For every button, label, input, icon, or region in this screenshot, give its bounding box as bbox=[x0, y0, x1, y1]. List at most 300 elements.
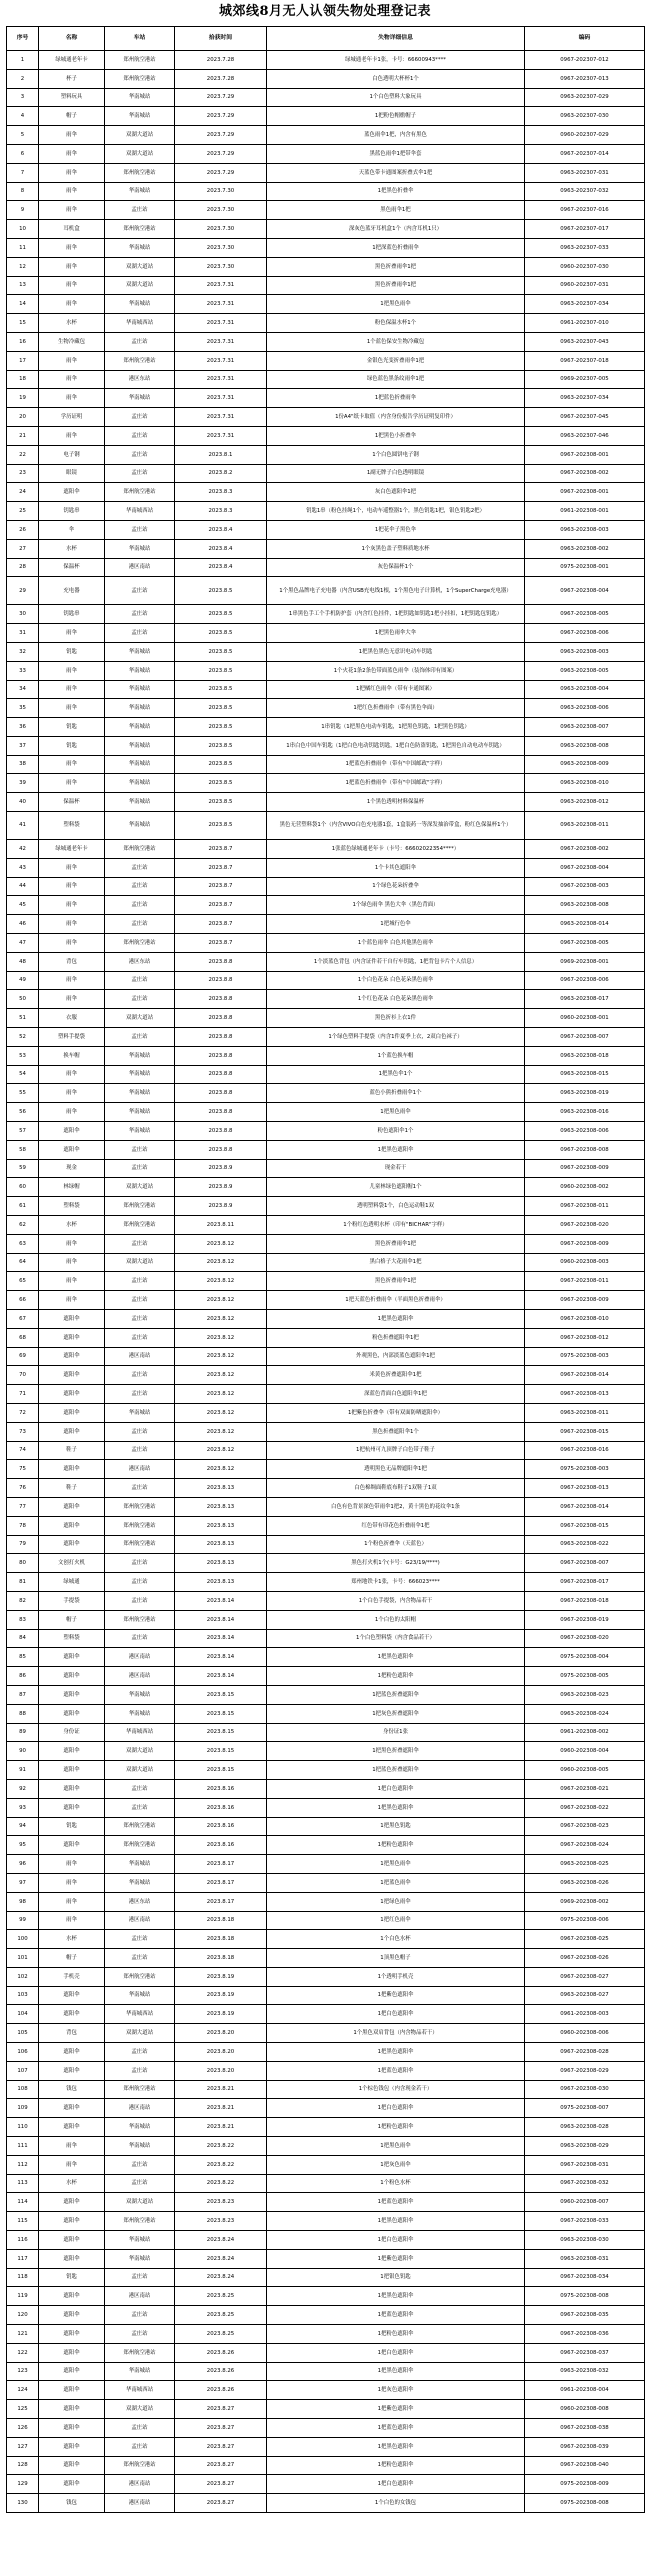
cell-no: 55 bbox=[7, 1084, 39, 1103]
cell-station: 孟庄站 bbox=[105, 1234, 175, 1253]
cell-desc: 1把黑色小折叠伞 bbox=[267, 426, 525, 445]
cell-station: 郑州航空港站 bbox=[105, 1516, 175, 1535]
cell-name: 眼镜 bbox=[39, 464, 105, 483]
cell-station: 双湖大道站 bbox=[105, 2400, 175, 2419]
table-row bbox=[7, 990, 645, 1009]
cell-date: 2023.8.17 bbox=[175, 1855, 267, 1874]
cell-date: 2023.8.14 bbox=[175, 1610, 267, 1629]
cell-name: 钥匙 bbox=[39, 736, 105, 755]
cell-desc: 灰色保温杯1个 bbox=[267, 558, 525, 577]
cell-name: 雨伞 bbox=[39, 1253, 105, 1272]
cell-date: 2023.8.24 bbox=[175, 2231, 267, 2250]
cell-name: 现金 bbox=[39, 1159, 105, 1178]
cell-code: 0967-202308-004 bbox=[525, 858, 645, 877]
table-header bbox=[7, 27, 645, 51]
cell-date: 2023.8.5 bbox=[175, 680, 267, 699]
cell-desc: 1把粉色遮阳伞 bbox=[267, 2118, 525, 2137]
cell-desc: 1把黑色雨伞 bbox=[267, 295, 525, 314]
cell-name: 遮阳伞 bbox=[39, 2362, 105, 2381]
table-row bbox=[7, 1648, 645, 1667]
cell-name: 钥匙 bbox=[39, 642, 105, 661]
cell-code: 0967-202308-011 bbox=[525, 1197, 645, 1216]
table-row bbox=[7, 858, 645, 877]
cell-date: 2023.8.5 bbox=[175, 661, 267, 680]
header-no: 序号 bbox=[7, 27, 39, 51]
cell-no: 19 bbox=[7, 389, 39, 408]
cell-station: 华南城站 bbox=[105, 1403, 175, 1422]
cell-name: 帽子 bbox=[39, 1610, 105, 1629]
cell-code: 0963-202308-026 bbox=[525, 1873, 645, 1892]
cell-desc: 1把绿色雨伞 bbox=[267, 1892, 525, 1911]
table-row bbox=[7, 2231, 645, 2250]
cell-desc: 1把白色遮阳伞 bbox=[267, 2475, 525, 2494]
table-row bbox=[7, 1460, 645, 1479]
table-row bbox=[7, 774, 645, 793]
cell-station: 港区南站 bbox=[105, 2287, 175, 2306]
cell-code: 0975-202308-001 bbox=[525, 558, 645, 577]
cell-name: 雨伞 bbox=[39, 201, 105, 220]
cell-desc: 1个绿色塑料手提袋（内含1件夏季上衣，2双白色袜子） bbox=[267, 1028, 525, 1047]
cell-name: 衣服 bbox=[39, 1009, 105, 1028]
cell-desc: 1把城行色伞 bbox=[267, 915, 525, 934]
cell-no: 106 bbox=[7, 2043, 39, 2062]
cell-code: 0963-202308-030 bbox=[525, 2231, 645, 2250]
cell-no: 29 bbox=[7, 577, 39, 605]
cell-station: 双湖大道站 bbox=[105, 144, 175, 163]
cell-no: 8 bbox=[7, 182, 39, 201]
cell-code: 0963-202307-034 bbox=[525, 295, 645, 314]
cell-name: 雨伞 bbox=[39, 1234, 105, 1253]
cell-no: 53 bbox=[7, 1046, 39, 1065]
cell-no: 104 bbox=[7, 2005, 39, 2024]
cell-name: 雨伞 bbox=[39, 1291, 105, 1310]
cell-date: 2023.8.17 bbox=[175, 1873, 267, 1892]
cell-desc: 1把紫色遮阳伞 bbox=[267, 2249, 525, 2268]
cell-desc: 深灰色蓝牙耳机盒1个（内含耳机1只） bbox=[267, 220, 525, 239]
cell-date: 2023.8.16 bbox=[175, 1836, 267, 1855]
cell-desc: 1把天蓝色折叠雨伞（半面黑色折叠雨伞） bbox=[267, 1291, 525, 1310]
cell-code: 0960-202308-006 bbox=[525, 2024, 645, 2043]
cell-date: 2023.8.20 bbox=[175, 2043, 267, 2062]
cell-station: 华南城站 bbox=[105, 88, 175, 107]
cell-date: 2023.8.7 bbox=[175, 915, 267, 934]
table-row bbox=[7, 896, 645, 915]
cell-station: 华南城站 bbox=[105, 1704, 175, 1723]
cell-desc: 粉色保温水杯1个 bbox=[267, 314, 525, 333]
cell-station: 孟庄站 bbox=[105, 971, 175, 990]
cell-no: 93 bbox=[7, 1798, 39, 1817]
table-row bbox=[7, 558, 645, 577]
cell-station: 孟庄站 bbox=[105, 577, 175, 605]
cell-no: 92 bbox=[7, 1779, 39, 1798]
cell-date: 2023.8.8 bbox=[175, 1065, 267, 1084]
cell-date: 2023.8.9 bbox=[175, 1178, 267, 1197]
cell-station: 港区南站 bbox=[105, 1911, 175, 1930]
cell-no: 115 bbox=[7, 2212, 39, 2231]
cell-desc: 1把蓝色折叠雨伞（带有"中国邮政"字样） bbox=[267, 755, 525, 774]
cell-code: 0967-202308-006 bbox=[525, 624, 645, 643]
cell-station: 华南城站 bbox=[105, 642, 175, 661]
table-row bbox=[7, 1422, 645, 1441]
cell-station: 孟庄站 bbox=[105, 990, 175, 1009]
cell-name: 雨伞 bbox=[39, 1065, 105, 1084]
table-row bbox=[7, 1516, 645, 1535]
cell-name: 遮阳伞 bbox=[39, 1347, 105, 1366]
cell-code: 0975-202308-003 bbox=[525, 1347, 645, 1366]
cell-name: 雨伞 bbox=[39, 1873, 105, 1892]
table-row bbox=[7, 1855, 645, 1874]
cell-name: 雨伞 bbox=[39, 257, 105, 276]
table-row bbox=[7, 1253, 645, 1272]
cell-name: 雨伞 bbox=[39, 144, 105, 163]
cell-no: 67 bbox=[7, 1310, 39, 1329]
cell-station: 孟庄站 bbox=[105, 2437, 175, 2456]
cell-no: 107 bbox=[7, 2061, 39, 2080]
cell-desc: 1个蓝色换车帽 bbox=[267, 1046, 525, 1065]
cell-no: 28 bbox=[7, 558, 39, 577]
table-row bbox=[7, 1347, 645, 1366]
cell-station: 郑州航空港站 bbox=[105, 163, 175, 182]
cell-name: 钥匙 bbox=[39, 2268, 105, 2287]
cell-name: 雨伞 bbox=[39, 1272, 105, 1291]
cell-desc: 1把黑色遮阳伞 bbox=[267, 1310, 525, 1329]
cell-no: 7 bbox=[7, 163, 39, 182]
cell-desc: 1串白色中国车钥匙（1把白色电动钥匙钥匙，1把白色防盗钥匙，1把黑色自动电动车钥匙） bbox=[267, 736, 525, 755]
cell-no: 4 bbox=[7, 107, 39, 126]
cell-desc: 1把粉色遮阳伞 bbox=[267, 2325, 525, 2344]
cell-no: 85 bbox=[7, 1648, 39, 1667]
cell-no: 72 bbox=[7, 1403, 39, 1422]
cell-desc: 1个白色的太阳帽 bbox=[267, 1610, 525, 1629]
cell-date: 2023.8.18 bbox=[175, 1949, 267, 1968]
cell-desc: 1把白色遮阳伞 bbox=[267, 2231, 525, 2250]
cell-no: 98 bbox=[7, 1892, 39, 1911]
cell-date: 2023.8.12 bbox=[175, 1385, 267, 1404]
table-row bbox=[7, 2043, 645, 2062]
cell-date: 2023.8.11 bbox=[175, 1216, 267, 1235]
cell-station: 孟庄站 bbox=[105, 2155, 175, 2174]
cell-no: 41 bbox=[7, 812, 39, 840]
cell-station: 郑州航空港站 bbox=[105, 483, 175, 502]
cell-desc: 蓝色雨伞1把，内含有黑色 bbox=[267, 126, 525, 145]
cell-name: 遮阳伞 bbox=[39, 1761, 105, 1780]
cell-date: 2023.8.14 bbox=[175, 1591, 267, 1610]
cell-name: 塑料玩具 bbox=[39, 88, 105, 107]
cell-code: 0975-202308-006 bbox=[525, 1911, 645, 1930]
cell-desc: 1把粉色遮阳伞 bbox=[267, 1836, 525, 1855]
cell-code: 0963-202308-006 bbox=[525, 1122, 645, 1141]
cell-desc: 1把黑色伞1个 bbox=[267, 1065, 525, 1084]
cell-date: 2023.8.19 bbox=[175, 1986, 267, 2005]
cell-code: 0967-202307-016 bbox=[525, 201, 645, 220]
cell-station: 孟庄站 bbox=[105, 1385, 175, 1404]
cell-desc: 天蓝色带卡通图案折叠式伞1把 bbox=[267, 163, 525, 182]
table-row bbox=[7, 605, 645, 624]
cell-code: 0967-202308-008 bbox=[525, 1140, 645, 1159]
cell-no: 64 bbox=[7, 1253, 39, 1272]
cell-code: 0963-202308-011 bbox=[525, 812, 645, 840]
cell-code: 0967-202308-010 bbox=[525, 1310, 645, 1329]
cell-name: 遮阳伞 bbox=[39, 2419, 105, 2438]
cell-code: 0967-202308-003 bbox=[525, 877, 645, 896]
cell-no: 18 bbox=[7, 370, 39, 389]
cell-code: 0960-202308-005 bbox=[525, 1761, 645, 1780]
cell-desc: 米黄色折叠遮阳伞1把 bbox=[267, 1366, 525, 1385]
cell-name: 绿城通老年卡 bbox=[39, 840, 105, 859]
table-row bbox=[7, 1178, 645, 1197]
cell-date: 2023.8.26 bbox=[175, 2343, 267, 2362]
cell-code: 0967-202308-038 bbox=[525, 2419, 645, 2438]
cell-desc: 1副无牌子白色透明眼镜 bbox=[267, 464, 525, 483]
cell-desc: 1个白色塑料大象玩具 bbox=[267, 88, 525, 107]
cell-code: 0960-202308-008 bbox=[525, 2400, 645, 2419]
cell-station: 孟庄站 bbox=[105, 896, 175, 915]
cell-date: 2023.7.29 bbox=[175, 144, 267, 163]
cell-station: 郑州航空港站 bbox=[105, 2212, 175, 2231]
cell-station: 港区南站 bbox=[105, 558, 175, 577]
table-row bbox=[7, 2174, 645, 2193]
cell-date: 2023.8.24 bbox=[175, 2249, 267, 2268]
table-row bbox=[7, 2419, 645, 2438]
table-row bbox=[7, 1441, 645, 1460]
cell-desc: 1个火花1条2条色带面蓝色雨伞（装饰体印有图案） bbox=[267, 661, 525, 680]
cell-name: 遮阳伞 bbox=[39, 1122, 105, 1141]
table-row bbox=[7, 1629, 645, 1648]
cell-date: 2023.8.5 bbox=[175, 577, 267, 605]
cell-code: 0967-202308-019 bbox=[525, 1610, 645, 1629]
cell-code: 0975-202308-004 bbox=[525, 1648, 645, 1667]
cell-no: 80 bbox=[7, 1554, 39, 1573]
cell-code: 0967-202308-002 bbox=[525, 464, 645, 483]
table-row bbox=[7, 1742, 645, 1761]
cell-no: 88 bbox=[7, 1704, 39, 1723]
cell-desc: 1把黑色雨伞 bbox=[267, 1103, 525, 1122]
cell-station: 双湖大道站 bbox=[105, 1761, 175, 1780]
cell-station: 孟庄站 bbox=[105, 1328, 175, 1347]
cell-no: 74 bbox=[7, 1441, 39, 1460]
cell-no: 25 bbox=[7, 502, 39, 521]
table-row bbox=[7, 971, 645, 990]
cell-desc: 1把红色雨伞 bbox=[267, 1911, 525, 1930]
table-row bbox=[7, 1103, 645, 1122]
cell-name: 遮阳伞 bbox=[39, 1422, 105, 1441]
cell-no: 33 bbox=[7, 661, 39, 680]
table-row bbox=[7, 1610, 645, 1629]
cell-date: 2023.8.19 bbox=[175, 1967, 267, 1986]
cell-desc: 现金若干 bbox=[267, 1159, 525, 1178]
cell-no: 12 bbox=[7, 257, 39, 276]
cell-code: 0963-202308-032 bbox=[525, 2362, 645, 2381]
cell-station: 孟庄站 bbox=[105, 1140, 175, 1159]
cell-code: 0961-202308-001 bbox=[525, 502, 645, 521]
table-row bbox=[7, 2437, 645, 2456]
cell-desc: 绿城通老年卡1张，卡号：66600943**** bbox=[267, 51, 525, 70]
cell-desc: 1把黑色折叠伞 bbox=[267, 182, 525, 201]
cell-desc: 1把黑色钥匙 bbox=[267, 1817, 525, 1836]
cell-date: 2023.8.16 bbox=[175, 1817, 267, 1836]
cell-no: 36 bbox=[7, 718, 39, 737]
cell-station: 郑州航空港站 bbox=[105, 1817, 175, 1836]
cell-station: 郑州航空港站 bbox=[105, 2343, 175, 2362]
cell-date: 2023.8.20 bbox=[175, 2061, 267, 2080]
cell-no: 15 bbox=[7, 314, 39, 333]
cell-date: 2023.8.3 bbox=[175, 502, 267, 521]
cell-code: 0967-202308-033 bbox=[525, 2212, 645, 2231]
cell-no: 118 bbox=[7, 2268, 39, 2287]
header-row bbox=[7, 27, 645, 51]
table-row bbox=[7, 389, 645, 408]
cell-desc: 1把黑色黑色无意识电动车钥匙 bbox=[267, 642, 525, 661]
cell-name: 遮阳伞 bbox=[39, 1328, 105, 1347]
cell-desc: 1把黑色雨伞 bbox=[267, 2137, 525, 2156]
cell-name: 雨伞 bbox=[39, 1911, 105, 1930]
cell-name: 绿城通 bbox=[39, 1573, 105, 1592]
cell-name: 雨伞 bbox=[39, 896, 105, 915]
cell-station: 郑州航空港站 bbox=[105, 1216, 175, 1235]
cell-station: 孟庄站 bbox=[105, 201, 175, 220]
table-row bbox=[7, 1310, 645, 1329]
cell-station: 郑州航空港站 bbox=[105, 1836, 175, 1855]
cell-station: 华南城站 bbox=[105, 1046, 175, 1065]
table-row bbox=[7, 2193, 645, 2212]
cell-no: 38 bbox=[7, 755, 39, 774]
cell-name: 遮阳伞 bbox=[39, 1310, 105, 1329]
cell-date: 2023.7.31 bbox=[175, 389, 267, 408]
cell-name: 雨伞 bbox=[39, 426, 105, 445]
cell-station: 双湖大道站 bbox=[105, 1253, 175, 1272]
cell-date: 2023.8.23 bbox=[175, 2193, 267, 2212]
cell-name: 耳机盒 bbox=[39, 220, 105, 239]
cell-desc: 1把白色遮阳伞 bbox=[267, 2343, 525, 2362]
cell-no: 128 bbox=[7, 2456, 39, 2475]
cell-name: 雨伞 bbox=[39, 276, 105, 295]
cell-no: 35 bbox=[7, 699, 39, 718]
cell-name: 雨伞 bbox=[39, 182, 105, 201]
table-row bbox=[7, 144, 645, 163]
cell-no: 59 bbox=[7, 1159, 39, 1178]
cell-desc: 1把灰色折叠遮阳伞 bbox=[267, 1704, 525, 1723]
cell-no: 68 bbox=[7, 1328, 39, 1347]
table-row bbox=[7, 840, 645, 859]
cell-station: 华南城西站 bbox=[105, 2381, 175, 2400]
table-row bbox=[7, 2099, 645, 2118]
cell-no: 83 bbox=[7, 1610, 39, 1629]
cell-station: 港区南站 bbox=[105, 1667, 175, 1686]
table-row bbox=[7, 1836, 645, 1855]
table-row bbox=[7, 332, 645, 351]
cell-desc: 黑色折叠雨伞1把 bbox=[267, 276, 525, 295]
cell-desc: 1个淡蓝色背包（内含证件若干自行车钥匙，1把背包卡片个人信息） bbox=[267, 952, 525, 971]
cell-name: 钱包 bbox=[39, 2494, 105, 2513]
cell-station: 华南城站 bbox=[105, 1855, 175, 1874]
table-row bbox=[7, 2494, 645, 2513]
cell-code: 0967-202308-017 bbox=[525, 1573, 645, 1592]
cell-code: 0967-202307-012 bbox=[525, 51, 645, 70]
header-code: 编码 bbox=[525, 27, 645, 51]
table-row bbox=[7, 1535, 645, 1554]
cell-no: 10 bbox=[7, 220, 39, 239]
cell-code: 0967-202308-030 bbox=[525, 2080, 645, 2099]
cell-date: 2023.8.24 bbox=[175, 2268, 267, 2287]
cell-name: 雨伞 bbox=[39, 858, 105, 877]
cell-no: 116 bbox=[7, 2231, 39, 2250]
cell-no: 117 bbox=[7, 2249, 39, 2268]
cell-date: 2023.8.16 bbox=[175, 1779, 267, 1798]
cell-name: 雨伞 bbox=[39, 877, 105, 896]
cell-name: 帽子 bbox=[39, 1949, 105, 1968]
cell-desc: 1把蓝色遮阳伞 bbox=[267, 2419, 525, 2438]
cell-date: 2023.8.16 bbox=[175, 1798, 267, 1817]
cell-no: 47 bbox=[7, 934, 39, 953]
cell-desc: 1把紫色遮阳伞 bbox=[267, 2400, 525, 2419]
cell-name: 遮阳伞 bbox=[39, 1535, 105, 1554]
cell-code: 0967-202308-009 bbox=[525, 1159, 645, 1178]
cell-desc: 1个蓝色保安生物冷藏包 bbox=[267, 332, 525, 351]
cell-code: 0963-202308-012 bbox=[525, 793, 645, 812]
cell-date: 2023.8.15 bbox=[175, 1685, 267, 1704]
cell-date: 2023.7.30 bbox=[175, 257, 267, 276]
cell-name: 遮阳伞 bbox=[39, 1385, 105, 1404]
cell-name: 遮阳伞 bbox=[39, 1742, 105, 1761]
cell-station: 双湖大道站 bbox=[105, 1742, 175, 1761]
cell-no: 94 bbox=[7, 1817, 39, 1836]
cell-no: 42 bbox=[7, 840, 39, 859]
cell-station: 孟庄站 bbox=[105, 1573, 175, 1592]
cell-code: 0967-202308-007 bbox=[525, 1554, 645, 1573]
cell-name: 手机壳 bbox=[39, 1967, 105, 1986]
cell-desc: 蓝色小熊折叠雨伞1个 bbox=[267, 1084, 525, 1103]
table-row bbox=[7, 408, 645, 427]
table-row bbox=[7, 2249, 645, 2268]
table-row bbox=[7, 1366, 645, 1385]
cell-date: 2023.8.21 bbox=[175, 2080, 267, 2099]
cell-name: 水杯 bbox=[39, 539, 105, 558]
cell-no: 121 bbox=[7, 2325, 39, 2344]
cell-name: 鞋子 bbox=[39, 1441, 105, 1460]
cell-code: 0963-202308-008 bbox=[525, 736, 645, 755]
cell-desc: 1把杭州可九顶牌子白色带子鞋子 bbox=[267, 1441, 525, 1460]
cell-date: 2023.8.13 bbox=[175, 1479, 267, 1498]
cell-code: 0963-202308-027 bbox=[525, 1986, 645, 2005]
cell-name: 钥匙串 bbox=[39, 502, 105, 521]
cell-station: 华南城站 bbox=[105, 1122, 175, 1141]
cell-date: 2023.7.28 bbox=[175, 51, 267, 70]
cell-code: 0963-202308-011 bbox=[525, 1403, 645, 1422]
cell-code: 0967-202308-014 bbox=[525, 1366, 645, 1385]
cell-station: 华南城站 bbox=[105, 774, 175, 793]
cell-station: 华南城西站 bbox=[105, 2005, 175, 2024]
cell-desc: 1把深蓝色折叠雨伞 bbox=[267, 238, 525, 257]
cell-name: 遮阳伞 bbox=[39, 1140, 105, 1159]
cell-name: 塑料袋 bbox=[39, 1629, 105, 1648]
cell-date: 2023.8.27 bbox=[175, 2437, 267, 2456]
cell-date: 2023.7.29 bbox=[175, 107, 267, 126]
cell-no: 69 bbox=[7, 1347, 39, 1366]
cell-station: 孟庄站 bbox=[105, 1028, 175, 1047]
cell-code: 0963-202308-003 bbox=[525, 642, 645, 661]
cell-name: 绿城通老年卡 bbox=[39, 51, 105, 70]
cell-no: 22 bbox=[7, 445, 39, 464]
table-row bbox=[7, 680, 645, 699]
table-row bbox=[7, 1817, 645, 1836]
cell-date: 2023.8.5 bbox=[175, 812, 267, 840]
table-row bbox=[7, 351, 645, 370]
cell-desc: 1个绿色雨伞 黑色大伞（黑色背面） bbox=[267, 896, 525, 915]
cell-code: 0967-202308-031 bbox=[525, 2155, 645, 2174]
cell-date: 2023.8.7 bbox=[175, 858, 267, 877]
cell-desc: 1个透明手机壳 bbox=[267, 1967, 525, 1986]
cell-station: 港区南站 bbox=[105, 1648, 175, 1667]
